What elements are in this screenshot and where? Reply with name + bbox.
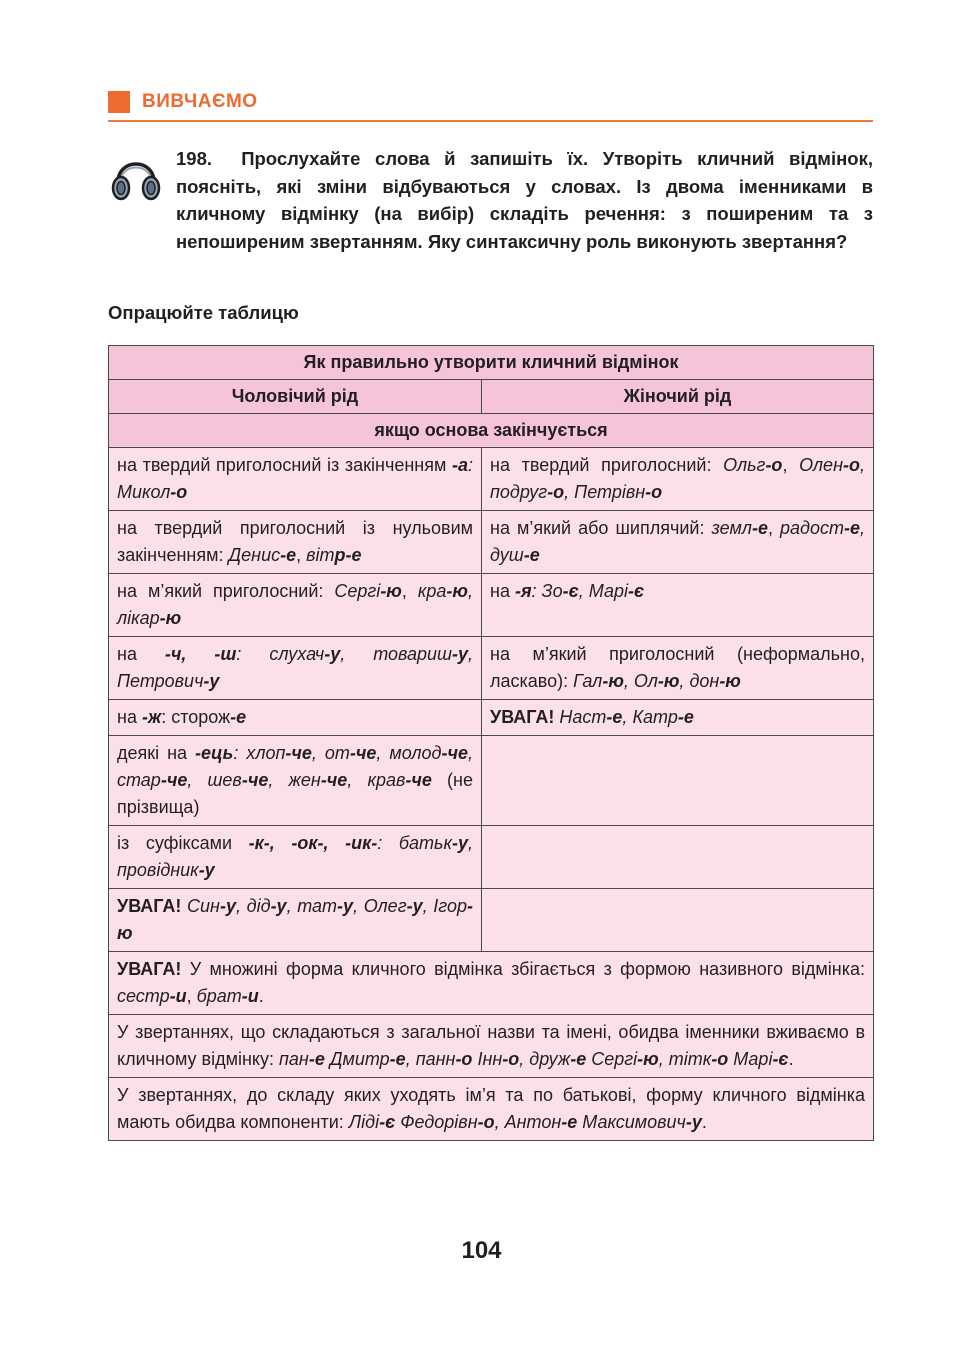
- text-run: молод: [389, 743, 442, 763]
- text-run: У множині форма кличного відмінка збігається з формою називного відмінка:: [181, 959, 866, 979]
- text-run: ,: [405, 1049, 416, 1069]
- text-run: Сергі: [334, 581, 381, 601]
- text-run: Ігор: [433, 896, 467, 916]
- text-run: друж: [529, 1049, 571, 1069]
- text-run: пан: [279, 1049, 309, 1069]
- masculine-cell: [109, 511, 482, 574]
- text-run: Гал: [573, 671, 603, 691]
- text-run: деякі на: [117, 743, 196, 763]
- text-run: -у: [337, 896, 354, 916]
- text-run: ,: [467, 581, 473, 601]
- text-run: -ж: [141, 707, 162, 727]
- feminine-cell: [482, 736, 874, 826]
- text-run: ,: [340, 644, 374, 664]
- vocative-case-table: [108, 345, 874, 1141]
- text-run: Сергі: [586, 1049, 638, 1069]
- text-run: шев: [207, 770, 242, 790]
- text-run: на: [490, 581, 515, 601]
- text-run: -у: [198, 860, 215, 880]
- text-run: -е: [280, 545, 297, 565]
- masculine-cell: [109, 574, 482, 637]
- text-run: У звертаннях, до складу яких уходять ім’я та по батькові, форму кличного відмінка мають обидва компоненти:: [117, 1085, 866, 1132]
- text-run: Марі: [728, 1049, 773, 1069]
- table-row: [109, 574, 874, 637]
- text-run: на: [117, 644, 165, 664]
- text-run: Ліді: [348, 1112, 380, 1132]
- text-run: Денис: [228, 545, 281, 565]
- headphones-icon: [108, 148, 164, 204]
- text-run: .: [701, 1112, 707, 1132]
- text-run: р: [334, 545, 346, 565]
- text-run: сестр: [117, 986, 170, 1006]
- text-run: Катр: [632, 707, 678, 727]
- text-run: -е: [230, 707, 247, 727]
- text-run: .: [258, 986, 264, 1006]
- text-run: -ю: [159, 608, 182, 628]
- table-row: [109, 637, 874, 700]
- table-title-row: [109, 346, 874, 380]
- text-run: -о: [547, 482, 565, 502]
- instruction: Опрацюйте таблицю: [108, 302, 299, 323]
- text-run: Дмитр: [324, 1049, 390, 1069]
- text-run: У звертаннях, що складаються з загальної назви та імені, обидва іменники вживаємо в кличному відмінку:: [117, 1022, 866, 1069]
- table-row: [109, 448, 874, 511]
- text-run: ,: [376, 743, 390, 763]
- text-run: -у: [451, 644, 468, 664]
- text-run: провідник: [117, 860, 199, 880]
- text-run: -ю: [657, 671, 680, 691]
- text-run: : сторож: [161, 707, 231, 727]
- text-run: -к-, -ок-, -ик-: [248, 833, 378, 853]
- text-run: стар: [117, 770, 161, 790]
- text-run: -у: [451, 833, 468, 853]
- text-run: : батьк: [377, 833, 452, 853]
- text-run: Ол: [633, 671, 658, 691]
- table-row: [109, 736, 874, 826]
- text-run: радост: [780, 518, 844, 538]
- column-header-masculine: Чоловічий рід: [109, 380, 482, 414]
- table-header-row: [109, 380, 874, 414]
- text-run: УВАГА!: [117, 896, 182, 916]
- task-198: [176, 145, 873, 255]
- text-run: : слухач: [236, 644, 325, 664]
- text-run: -че: [349, 743, 377, 763]
- text-run: ,: [296, 545, 307, 565]
- text-run: ,: [187, 770, 208, 790]
- text-run: -о: [170, 482, 188, 502]
- text-run: -ю: [637, 1049, 659, 1069]
- text-run: -и: [169, 986, 187, 1006]
- table-note-row: [109, 952, 874, 1015]
- text-run: Олег: [363, 896, 407, 916]
- text-run: ,: [679, 671, 690, 691]
- section-title: ВИВЧАЄМО: [142, 91, 258, 112]
- text-run: тат: [297, 896, 338, 916]
- text-run: -е: [389, 1049, 406, 1069]
- text-run: Інн: [472, 1049, 503, 1069]
- text-run: на м’який або шиплячий:: [490, 518, 712, 538]
- feminine-cell: [482, 889, 874, 952]
- text-run: -о: [477, 1112, 495, 1132]
- text-run: ,: [623, 671, 634, 691]
- text-run: земл: [711, 518, 752, 538]
- text-run: -є: [772, 1049, 789, 1069]
- table-note-row: [109, 1015, 874, 1078]
- text-run: -ю: [117, 896, 473, 943]
- text-run: -ю: [380, 581, 402, 601]
- table-subheader-row: [109, 414, 874, 448]
- text-run: -є: [562, 581, 579, 601]
- text-run: ,: [268, 770, 289, 790]
- text-run: ,: [767, 518, 780, 538]
- text-run: -у: [324, 644, 341, 664]
- task-number: 198.: [176, 148, 213, 169]
- feminine-cell: [482, 448, 874, 511]
- text-run: кра: [417, 581, 447, 601]
- text-run: -є: [627, 581, 645, 601]
- text-run: -ч, -ш: [164, 644, 237, 664]
- text-run: ,: [782, 455, 800, 475]
- text-run: -е: [523, 545, 540, 565]
- text-run: -а: [451, 455, 468, 475]
- text-run: ,: [467, 743, 473, 763]
- text-run: -о: [842, 455, 860, 475]
- text-run: дон: [689, 671, 720, 691]
- text-run: ,: [519, 1049, 530, 1069]
- text-run: -е: [677, 707, 694, 727]
- text-run: УВАГА!: [117, 959, 182, 979]
- text-run: ,: [235, 896, 247, 916]
- text-run: -ю: [446, 581, 468, 601]
- text-run: ,: [578, 581, 589, 601]
- text-run: на м’який приголосний:: [117, 581, 335, 601]
- table-note-row: [109, 1078, 874, 1141]
- text-run: Максимович: [577, 1112, 686, 1132]
- text-run: ,: [311, 743, 325, 763]
- text-run: -у: [219, 896, 236, 916]
- text-run: -че: [405, 770, 432, 790]
- text-run: на твердий приголосний із нульовим закінченням:: [117, 518, 473, 565]
- table-row: [109, 511, 874, 574]
- text-run: ,: [658, 1049, 669, 1069]
- text-run: Олен: [799, 455, 843, 475]
- text-run: ,: [186, 986, 197, 1006]
- text-run: (не прізвища): [117, 770, 473, 817]
- section-marker: [108, 91, 130, 113]
- text-run: -че: [285, 743, 312, 763]
- note-rows: [109, 952, 874, 1141]
- text-run: : Микол: [117, 455, 473, 502]
- table-row: [109, 826, 874, 889]
- text-run: ,: [422, 896, 434, 916]
- note-cell: [109, 1078, 874, 1141]
- table-row: [109, 700, 874, 736]
- text-run: -е: [561, 1112, 578, 1132]
- note-cell: [109, 952, 874, 1015]
- page-number: 104: [461, 1237, 502, 1264]
- text-run: -че: [320, 770, 348, 790]
- feminine-cell: [482, 826, 874, 889]
- text-run: -о: [645, 482, 663, 502]
- text-run: -че: [241, 770, 269, 790]
- text-run: ,: [564, 482, 575, 502]
- text-run: Антон: [504, 1112, 562, 1132]
- text-run: -ець: [195, 743, 234, 763]
- masculine-cell: [109, 448, 482, 511]
- masculine-cell: [109, 826, 482, 889]
- text-run: -е: [751, 518, 768, 538]
- text-run: ,: [622, 707, 633, 727]
- text-run: Ольг: [723, 455, 766, 475]
- text-run: ,: [286, 896, 298, 916]
- text-run: Федорівн: [395, 1112, 478, 1132]
- text-run: брат: [196, 986, 242, 1006]
- text-run: на м’який приголосний (неформально, ласкаво):: [490, 644, 866, 691]
- text-run: -е: [570, 1049, 587, 1069]
- masculine-cell: [109, 736, 482, 826]
- table-subheader: якщо основа закінчується: [109, 414, 874, 448]
- text-run: жен: [288, 770, 321, 790]
- text-run: ,: [859, 455, 865, 475]
- text-run: ,: [468, 644, 474, 664]
- text-run: панн: [415, 1049, 456, 1069]
- text-run: -ю: [719, 671, 741, 691]
- column-header-feminine: Жіночий рід: [482, 380, 874, 414]
- text-run: -о: [455, 1049, 473, 1069]
- text-run: на: [117, 707, 142, 727]
- text-run: -ю: [602, 671, 624, 691]
- text-run: -о: [502, 1049, 520, 1069]
- masculine-cell: [109, 889, 482, 952]
- table-row: [109, 889, 874, 952]
- section-header: [108, 90, 873, 122]
- text-run: -у: [203, 671, 220, 691]
- text-run: -у: [270, 896, 287, 916]
- masculine-cell: [109, 700, 482, 736]
- text-run: -че: [441, 743, 468, 763]
- text-run: УВАГА!: [490, 707, 555, 727]
- text-run: на твердий приголосний:: [490, 455, 724, 475]
- text-run: -у: [406, 896, 423, 916]
- text-run: Петрівн: [574, 482, 646, 502]
- text-run: подруг: [490, 482, 548, 502]
- text-run: -о: [765, 455, 783, 475]
- text-run: -о: [711, 1049, 729, 1069]
- text-run: товариш: [373, 644, 452, 664]
- masculine-cell: [109, 637, 482, 700]
- text-run: -у: [685, 1112, 702, 1132]
- text-run: ,: [347, 770, 368, 790]
- text-run: Син: [187, 896, 220, 916]
- text-run: : Зо: [531, 581, 563, 601]
- text-run: душ: [490, 545, 524, 565]
- text-run: ,: [467, 833, 473, 853]
- text-run: -я: [514, 581, 532, 601]
- task-text: Прослухайте слова й запишіть їх. Утворіть кличний відмінок, поясніть, які зміни відбуваються у словах. Із двома іменниками в кличному відмінку (на вибір) складіть речення: з поширеним та з непоширеним звертанням. Яку синтаксичну роль виконують звертання?: [176, 148, 873, 252]
- text-run: -че: [160, 770, 188, 790]
- feminine-cell: [482, 637, 874, 700]
- text-run: : хлоп: [233, 743, 286, 763]
- text-run: от: [324, 743, 350, 763]
- text-run: -є: [379, 1112, 396, 1132]
- note-cell: [109, 1015, 874, 1078]
- text-run: на твердий приголосний із закінченням: [117, 455, 452, 475]
- text-run: ,: [494, 1112, 505, 1132]
- text-run: .: [788, 1049, 794, 1069]
- text-run: -е: [345, 545, 362, 565]
- text-run: віт: [306, 545, 335, 565]
- text-run: лікар: [117, 608, 160, 628]
- text-run: -и: [241, 986, 259, 1006]
- text-run: ,: [401, 581, 418, 601]
- text-run: дід: [246, 896, 271, 916]
- feminine-cell: [482, 511, 874, 574]
- feminine-cell: [482, 574, 874, 637]
- text-run: крав: [367, 770, 406, 790]
- text-run: тітк: [668, 1049, 712, 1069]
- text-run: Наст: [559, 707, 607, 727]
- text-run: із суфіксами: [117, 833, 249, 853]
- table-title: Як правильно утворити кличний відмінок: [109, 346, 874, 380]
- text-run: ,: [353, 896, 364, 916]
- text-run: ,: [860, 518, 866, 538]
- text-run: Марі: [588, 581, 628, 601]
- text-run: -е: [606, 707, 623, 727]
- text-run: -е: [843, 518, 860, 538]
- text-run: -е: [308, 1049, 325, 1069]
- feminine-cell: [482, 700, 874, 736]
- rule-rows: [109, 448, 874, 952]
- text-run: Петрович: [117, 671, 204, 691]
